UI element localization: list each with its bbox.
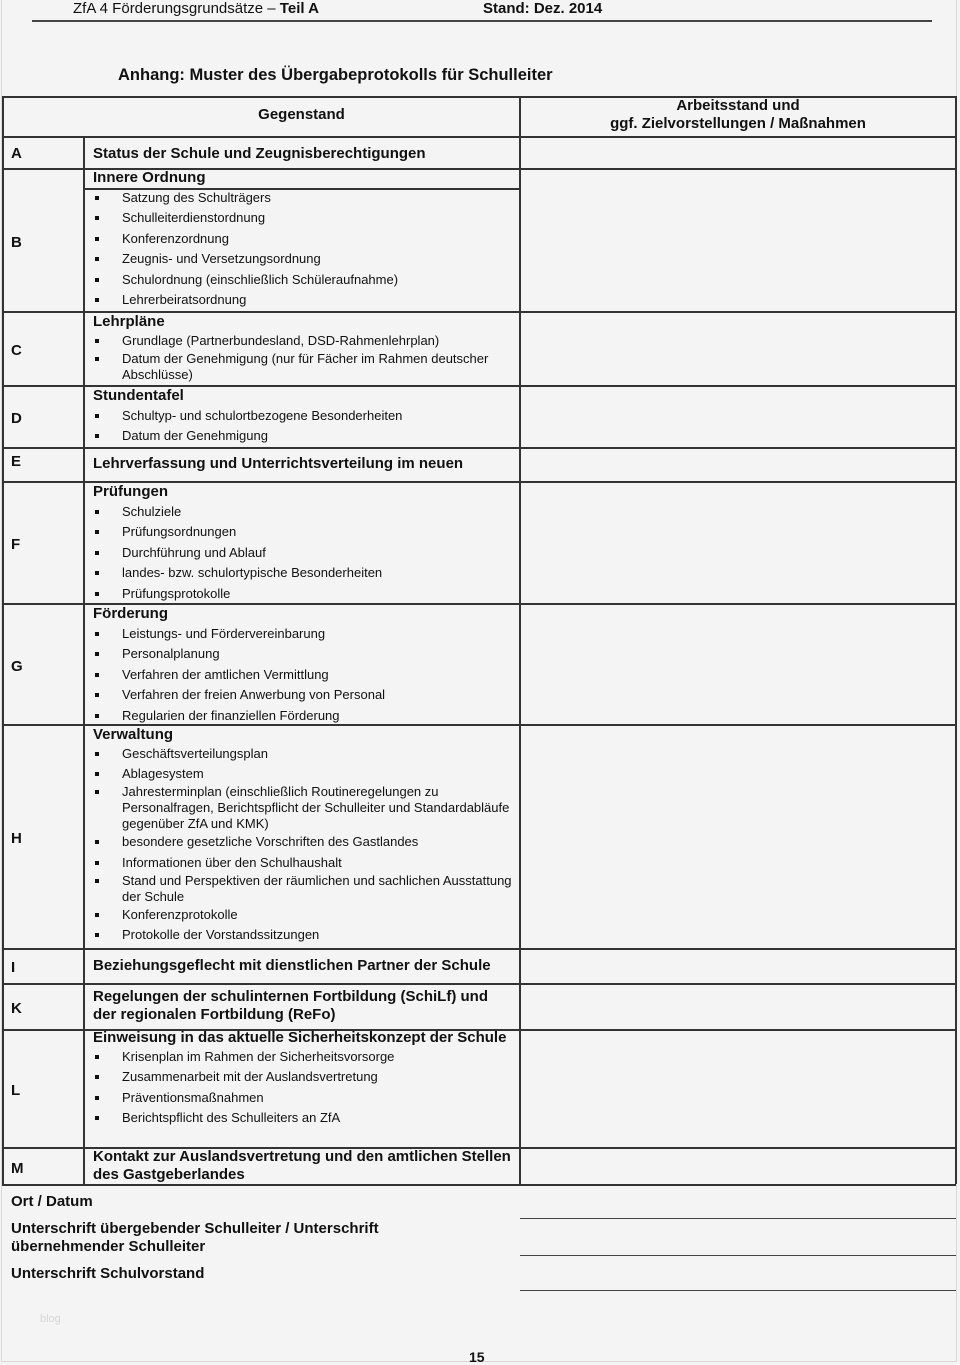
row-letter-m: M: [11, 1160, 24, 1177]
table-divider-status: [519, 96, 521, 1184]
list-item: Lehrerbeiratsordnung: [93, 292, 513, 308]
row-i-content: [93, 957, 513, 975]
list-item: Verfahren der amtlichen Vermittlung: [93, 667, 513, 683]
row-g-list: [93, 626, 513, 724]
list-item: Satzung des Schulträgers: [93, 190, 513, 206]
row-letter-d: D: [11, 410, 22, 427]
list-item: Konferenzprotokolle: [93, 907, 513, 923]
row-l-title: Einweisung in das aktuelle Sicherheitskonzept der Schule: [93, 1029, 507, 1046]
watermark: blog: [40, 1313, 61, 1325]
row-m-content: [93, 1148, 513, 1184]
row-letter-c: C: [11, 342, 22, 359]
column-header-status-line1: Arbeitsstand und: [676, 97, 800, 114]
row-c-title: Lehrpläne: [93, 313, 165, 330]
row-letter-a: A: [11, 145, 22, 162]
list-item: Schulziele: [93, 504, 513, 520]
running-header-left: [73, 0, 319, 17]
running-header-date: Stand: Dez. 2014: [483, 0, 603, 17]
list-item: Informationen über den Schulhaushalt: [93, 855, 513, 871]
row-letter-g: G: [11, 658, 23, 675]
row-letter-l: L: [11, 1082, 21, 1099]
page-number: 15: [469, 1349, 485, 1365]
list-item: Ablagesystem: [93, 766, 513, 782]
row-i-title: Beziehungsgeflecht mit dienstlichen Partner der Schule: [93, 957, 491, 974]
list-item: Durchführung und Ablauf: [93, 545, 513, 561]
row-d-list: [93, 408, 513, 444]
row-h-list: [93, 746, 513, 943]
table-border-left: [2, 96, 4, 1184]
row-c-content: [93, 313, 513, 387]
column-header-status-line2: ggf. Zielvorstellungen / Maßnahmen: [610, 115, 866, 132]
board-signature-line[interactable]: [520, 1290, 956, 1291]
place-date-line[interactable]: [520, 1218, 956, 1219]
list-item: Krisenplan im Rahmen der Sicherheitsvorsorge: [93, 1049, 513, 1065]
row-d-title: Stundentafel: [93, 387, 184, 404]
row-c-list: [93, 333, 513, 383]
row-f-content: [93, 483, 513, 606]
list-item: Stand und Perspektiven der räumlichen und sachlichen Ausstattung der Schule: [93, 873, 513, 905]
row-b-list: [93, 190, 513, 308]
list-item: Personalplanung: [93, 646, 513, 662]
row-letter-e: E: [11, 453, 22, 470]
row-b-content: [93, 169, 513, 312]
list-item: Datum der Genehmigung: [93, 428, 513, 444]
list-item: Zeugnis- und Versetzungsordnung: [93, 251, 513, 267]
list-item: Schulleiterdienstordnung: [93, 210, 513, 226]
row-a-title: Status der Schule und Zeugnisberechtigungen: [93, 145, 426, 162]
header-doc-name: ZfA 4 Förderungsgrundsätze –: [73, 0, 280, 17]
row-h-title: Verwaltung: [93, 726, 174, 743]
list-item: Berichtspflicht des Schulleiters an ZfA: [93, 1110, 513, 1126]
list-item: Konferenzordnung: [93, 231, 513, 247]
row-line: [2, 983, 956, 985]
list-item: Schulordnung (einschließlich Schüleraufnahme): [93, 272, 513, 288]
list-item: Schultyp- und schulortbezogene Besonderheiten: [93, 408, 513, 424]
row-m-title: Kontakt zur Auslandsvertretung und den amtlichen Stellen des Gastgeberlandes: [93, 1148, 511, 1183]
row-b-title: Innere Ordnung: [93, 169, 206, 186]
header-rule: [32, 20, 932, 22]
list-item: Verfahren der freien Anwerbung von Personal: [93, 687, 513, 703]
header-part: Teil A: [279, 0, 319, 17]
row-l-content: [93, 1029, 513, 1131]
row-a-content: [93, 145, 513, 163]
row-letter-h: H: [11, 830, 22, 847]
principal-signature-line[interactable]: [520, 1255, 956, 1256]
row-k-title: Regelungen der schulinternen Fortbildung (SchiLf) und der regionalen Fortbildung (ReFo): [93, 988, 488, 1023]
row-letter-f: F: [11, 536, 21, 553]
list-item: Zusammenarbeit mit der Auslandsvertretung: [93, 1069, 513, 1085]
row-h-content: [93, 726, 513, 948]
row-letter-k: K: [11, 1000, 22, 1017]
list-item: landes- bzw. schulortypische Besonderheiten: [93, 565, 513, 581]
column-header-subject: Gegenstand: [258, 106, 345, 123]
row-line: [2, 948, 956, 950]
principal-signature-label: Unterschrift übergebender Schulleiter / Unterschrift übernehmender Schulleiter: [11, 1220, 379, 1255]
place-date-label: Ort / Datum: [11, 1193, 93, 1210]
row-d-content: [93, 387, 513, 449]
list-item: Protokolle der Vorstandssitzungen: [93, 927, 513, 943]
row-e-title: Lehrverfassung und Unterrichtsverteilung im neuen: [93, 455, 464, 472]
list-item: Prüfungsprotokolle: [93, 586, 513, 602]
row-line: [2, 136, 956, 138]
table-border-bottom: [2, 1184, 956, 1186]
list-item: Grundlage (Partnerbundesland, DSD-Rahmenlehrplan): [93, 333, 513, 349]
list-item: Leistungs- und Fördervereinbarung: [93, 626, 513, 642]
row-letter-i: I: [11, 959, 16, 976]
list-item: Geschäftsverteilungsplan: [93, 746, 513, 762]
board-signature-label: Unterschrift Schulvorstand: [11, 1265, 205, 1282]
row-letter-b: B: [11, 234, 22, 251]
list-item: Präventionsmaßnahmen: [93, 1090, 513, 1106]
row-k-content: [93, 988, 513, 1024]
row-f-title: Prüfungen: [93, 483, 168, 500]
table-border-right: [955, 96, 957, 1184]
row-f-list: [93, 504, 513, 602]
row-g-title: Förderung: [93, 605, 168, 622]
document-title: Anhang: Muster des Übergabeprotokolls für Schulleiter: [118, 66, 553, 84]
list-item: Regularien der finanziellen Förderung: [93, 708, 513, 724]
list-item: Datum der Genehmigung (nur für Fächer im Rahmen deutscher Abschlüsse): [93, 351, 513, 383]
column-header-status: [520, 97, 956, 133]
row-l-list: [93, 1049, 513, 1126]
list-item: Jahresterminplan (einschließlich Routineregelungen zu Personalfragen, Berichtspflicht der Schulleiter und Standardabläufe gegenüber ZfA und KMK): [93, 784, 513, 832]
list-item: besondere gesetzliche Vorschriften des Gastlandes: [93, 834, 513, 850]
table-divider-letter: [83, 137, 85, 1184]
list-item: Prüfungsordnungen: [93, 524, 513, 540]
row-g-content: [93, 605, 513, 728]
row-e-content: [93, 455, 513, 473]
